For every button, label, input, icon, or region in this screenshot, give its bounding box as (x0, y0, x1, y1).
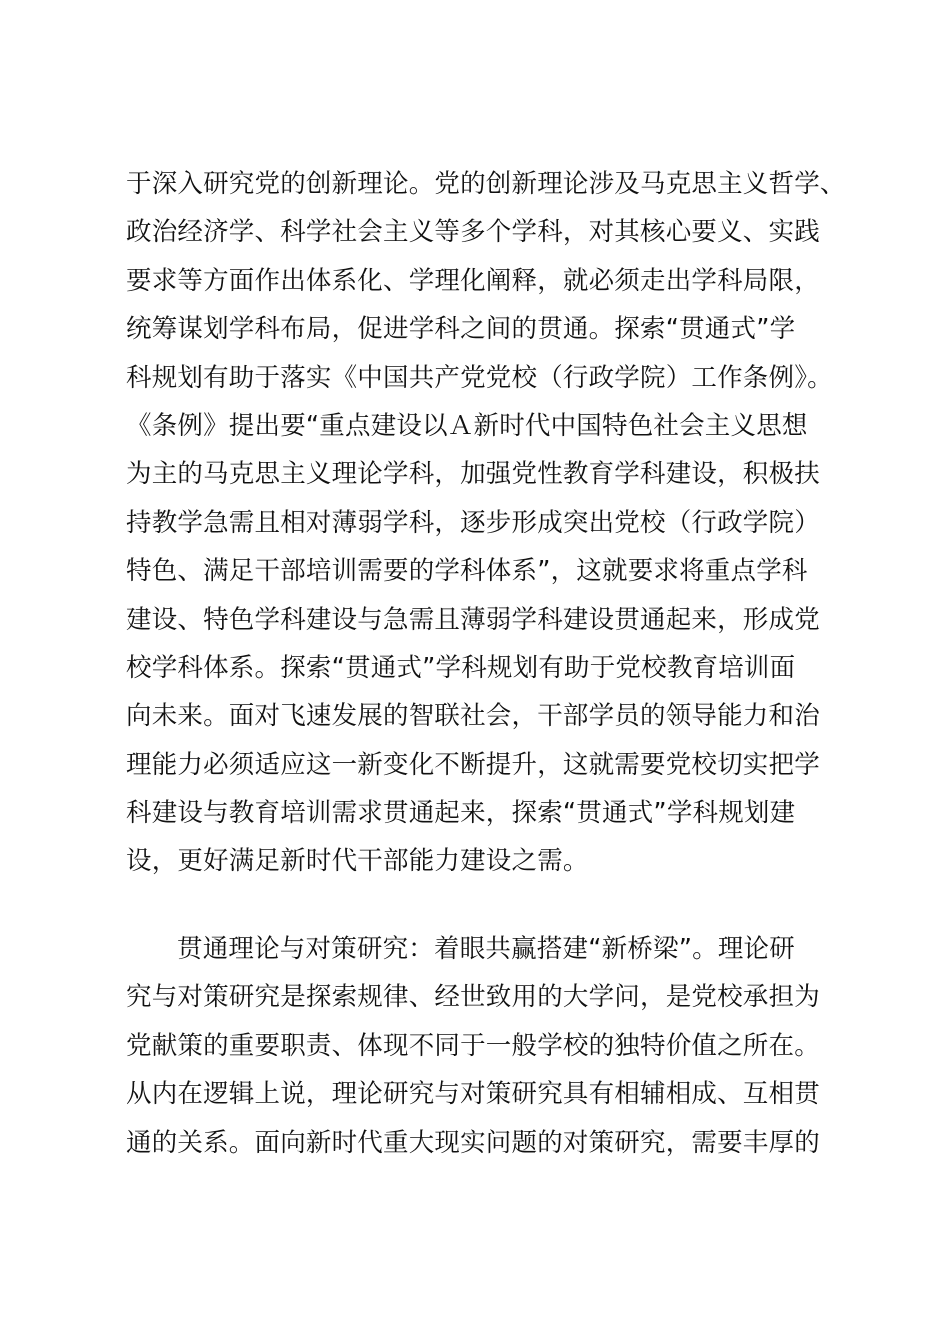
paragraph-1-line-10: 建设、特色学科建设与急需且薄弱学科建设贯通起来，形成党 (126, 604, 820, 635)
paragraph-2-line-2: 究与对策研究是探索规律、经世致用的大学问，是党校承担为 (126, 982, 820, 1013)
paragraph-1 (126, 160, 846, 886)
paragraph-1-line-2: 政治经济学、科学社会主义等多个学科，对其核心要义、实践 (126, 217, 820, 248)
paragraph-1-line-15: 设，更好满足新时代干部能力建设之需。 (126, 846, 589, 877)
paragraph-1-line-1: 于深入研究党的创新理论。党的创新理论涉及马克思主义哲学、 (126, 169, 846, 199)
paragraph-1-line-11: 校学科体系。探索“贯通式”学科规划有助于党校教育培训面 (126, 652, 796, 683)
paragraph-2-line-5: 通的关系。面向新时代重大现实问题的对策研究，需要丰厚的 (126, 1127, 820, 1158)
paragraph-1-line-14: 科建设与教育培训需求贯通起来，探索“贯通式”学科规划建 (126, 798, 796, 829)
paragraph-1-line-8: 持教学急需且相对薄弱学科，逐步形成突出党校（行政学院） (126, 507, 820, 538)
paragraph-1-line-12: 向未来。面对飞速发展的智联社会，干部学员的领导能力和治 (126, 701, 820, 732)
paragraph-2-line-3: 党献策的重要职责、体现不同于一般学校的独特价值之所在。 (126, 1030, 820, 1061)
paragraph-1-line-13: 理能力必须适应这一新变化不断提升，这就需要党校切实把学 (126, 749, 820, 780)
paragraph-1-line-5: 科规划有助于落实《中国共产党党校（行政学院）工作条例》。 (126, 362, 833, 393)
paragraph-1-line-3: 要求等方面作出体系化、学理化阐释，就必须走出学科局限， (126, 265, 820, 296)
paragraph-2-line-1: 贯通理论与对策研究：着眼共赢搭建“新桥梁”。理论研 (177, 934, 795, 964)
paragraph-1-line-7: 为主的马克思主义理论学科，加强党性教育学科建设，积极扶 (126, 459, 820, 490)
paragraph-2-line-4: 从内在逻辑上说，理论研究与对策研究具有相辅相成、互相贯 (126, 1079, 820, 1110)
paragraph-1-line-6: 《条例》提出要“重点建设以Ａ新时代中国特色社会主义思想 (126, 410, 808, 441)
paragraph-1-line-4: 统筹谋划学科布局，促进学科之间的贯通。探索“贯通式”学 (126, 314, 796, 345)
paragraph-2 (126, 925, 846, 1167)
paragraph-1-line-9: 特色、满足干部培训需要的学科体系”，这就要求将重点学科 (126, 556, 808, 587)
